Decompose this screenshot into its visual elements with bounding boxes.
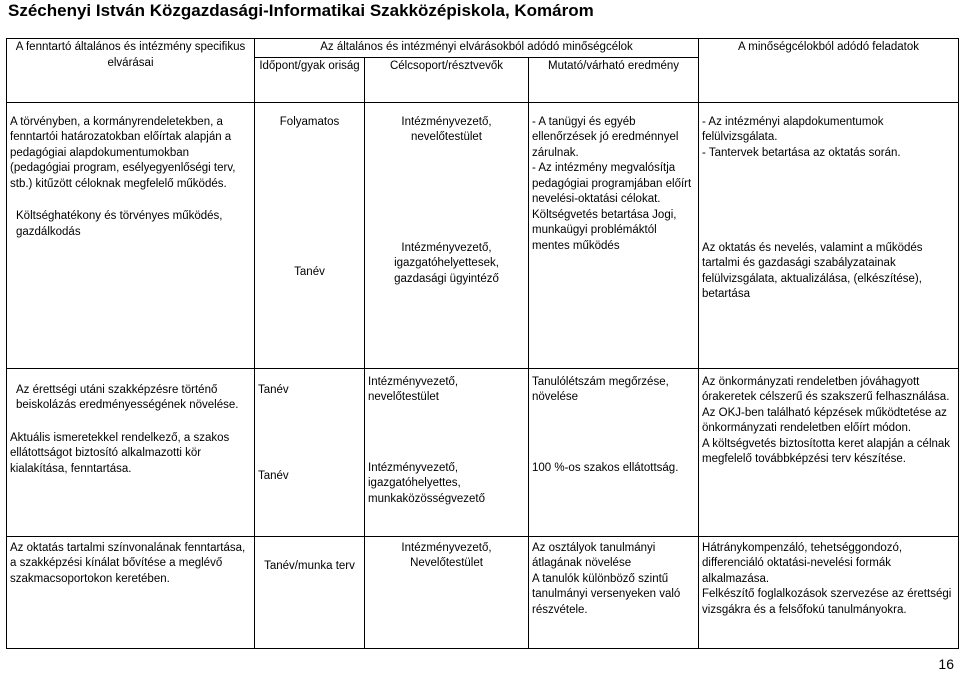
requirement-text: Aktuális ismeretekkel rendelkező, a szakos ellátottságot biztosító alkalmazotti kör kialakítása, fenntartása. bbox=[10, 431, 230, 475]
indicator-text: Az osztályok tanulmányi átlagának növelése A tanulók különböző szintű tanulmányi versenyeken való részvétele. bbox=[532, 541, 681, 616]
task-text: A költségvetés biztosította keret alapján a célnak megfelelő továbbképzési terv készítése. bbox=[702, 437, 951, 465]
time-text: Tanév/munka terv bbox=[264, 559, 355, 572]
task-cell bbox=[699, 536, 959, 648]
header-tasks: A minőségcélokból adódó feladatok bbox=[699, 39, 959, 103]
requirement-text: Költséghatékony és törvényes működés, gazdálkodás bbox=[16, 210, 223, 238]
target-cell bbox=[365, 368, 529, 536]
requirements-cell bbox=[7, 536, 255, 648]
time-cell bbox=[255, 368, 365, 536]
table-row bbox=[7, 536, 959, 648]
task-text: Hátránykompenzáló, tehetséggondozó, differenciáló oktatási-nevelési formák alkalmazása. Felkészítő foglalkozások szervezése az érettségi vizsgákra és a felsőfokú tanulmányokra. bbox=[702, 541, 952, 616]
header-requirements: A fenntartó általános és intézmény specifikus elvárásai bbox=[7, 39, 255, 103]
quality-goals-table bbox=[6, 38, 959, 649]
header-row bbox=[7, 39, 959, 58]
time-text: Tanév bbox=[258, 383, 289, 396]
target-cell bbox=[365, 536, 529, 648]
requirement-text: A törvényben, a kormányrendeletekben, a fenntartói határozatokban előírtak alapján a pedagógiai alapdokumentumokban (pedagógiai program, esélyegyenlőségi terv, stb.) kitűzött céloknak megfelelő működés. bbox=[10, 115, 236, 190]
task-text: Az oktatás és nevelés, valamint a működés tartalmi és gazdasági szabályzatainak felülvizsgálata, aktualizálása, (elkészítése), betartása bbox=[702, 241, 923, 300]
indicator-cell bbox=[529, 536, 699, 648]
target-cell bbox=[365, 102, 529, 368]
target-text: Intézményvezető, igazgatóhelyettes, munkaközösségvezető bbox=[368, 461, 485, 505]
indicator-text: Tanulólétszám megőrzése, növelése bbox=[532, 375, 669, 403]
header-time: Időpont/gyak oriság bbox=[255, 57, 365, 102]
requirement-text: Az oktatás tartalmi színvonalának fenntartása, a szakképzési kínálat bővítése a meglévő szakmacsoportokon keretében. bbox=[10, 541, 246, 585]
time-text: Folyamatos bbox=[279, 115, 340, 128]
indicator-text: Költségvetés betartása Jogi, munkaügyi problémáktól mentes működés bbox=[532, 208, 677, 252]
requirements-cell bbox=[7, 368, 255, 536]
header-indicator: Mutató/várható eredmény bbox=[529, 57, 699, 102]
indicator-text: - A tanügyi és egyéb ellenőrzések jó eredménnyel zárulnak. - Az intézmény megvalósítja pedagógiai programjában előírt nevelési-oktatási célokat. bbox=[532, 115, 692, 205]
indicator-cell bbox=[529, 368, 699, 536]
target-text: Intézményvezető, nevelőtestület bbox=[368, 375, 459, 403]
header-target-group: Célcsoport/résztvevők bbox=[365, 57, 529, 102]
table-row bbox=[7, 102, 959, 368]
task-text: - Az intézményi alapdokumentumok felülvizsgálata. - Tantervek betartása az oktatás során. bbox=[702, 115, 901, 159]
time-text: Tanév bbox=[258, 469, 289, 482]
indicator-cell bbox=[529, 102, 699, 368]
page-number: 16 bbox=[938, 656, 954, 672]
page-title: Széchenyi István Közgazdasági-Informatikai Szakközépiskola, Komárom bbox=[8, 1, 594, 20]
target-text: Intézményvezető, Nevelőtestület bbox=[401, 541, 492, 569]
task-cell bbox=[699, 102, 959, 368]
requirements-cell bbox=[7, 102, 255, 368]
time-cell bbox=[255, 536, 365, 648]
time-text: Tanév bbox=[294, 265, 325, 278]
target-text: Intézményvezető, nevelőtestület bbox=[401, 115, 492, 143]
header-quality-goals: Az általános és intézményi elvárásokból adódó minőségcélok bbox=[255, 39, 699, 58]
task-text: Az önkormányzati rendeletben jóváhagyott órakeretek célszerű és szakszerű felhasználása. Az OKJ-ben található képzések működtetése az önkormányzati rendeletben előírt módon. bbox=[702, 375, 950, 434]
target-text: Intézményvezető, igazgatóhelyettesek, gazdasági ügyintéző bbox=[394, 241, 499, 285]
table-row bbox=[7, 368, 959, 536]
task-cell bbox=[699, 368, 959, 536]
time-cell bbox=[255, 102, 365, 368]
requirement-text: Az érettségi utáni szakképzésre történő beiskolázás eredményességének növelése. bbox=[16, 383, 239, 411]
indicator-text: 100 %-os szakos ellátottság. bbox=[532, 461, 679, 474]
